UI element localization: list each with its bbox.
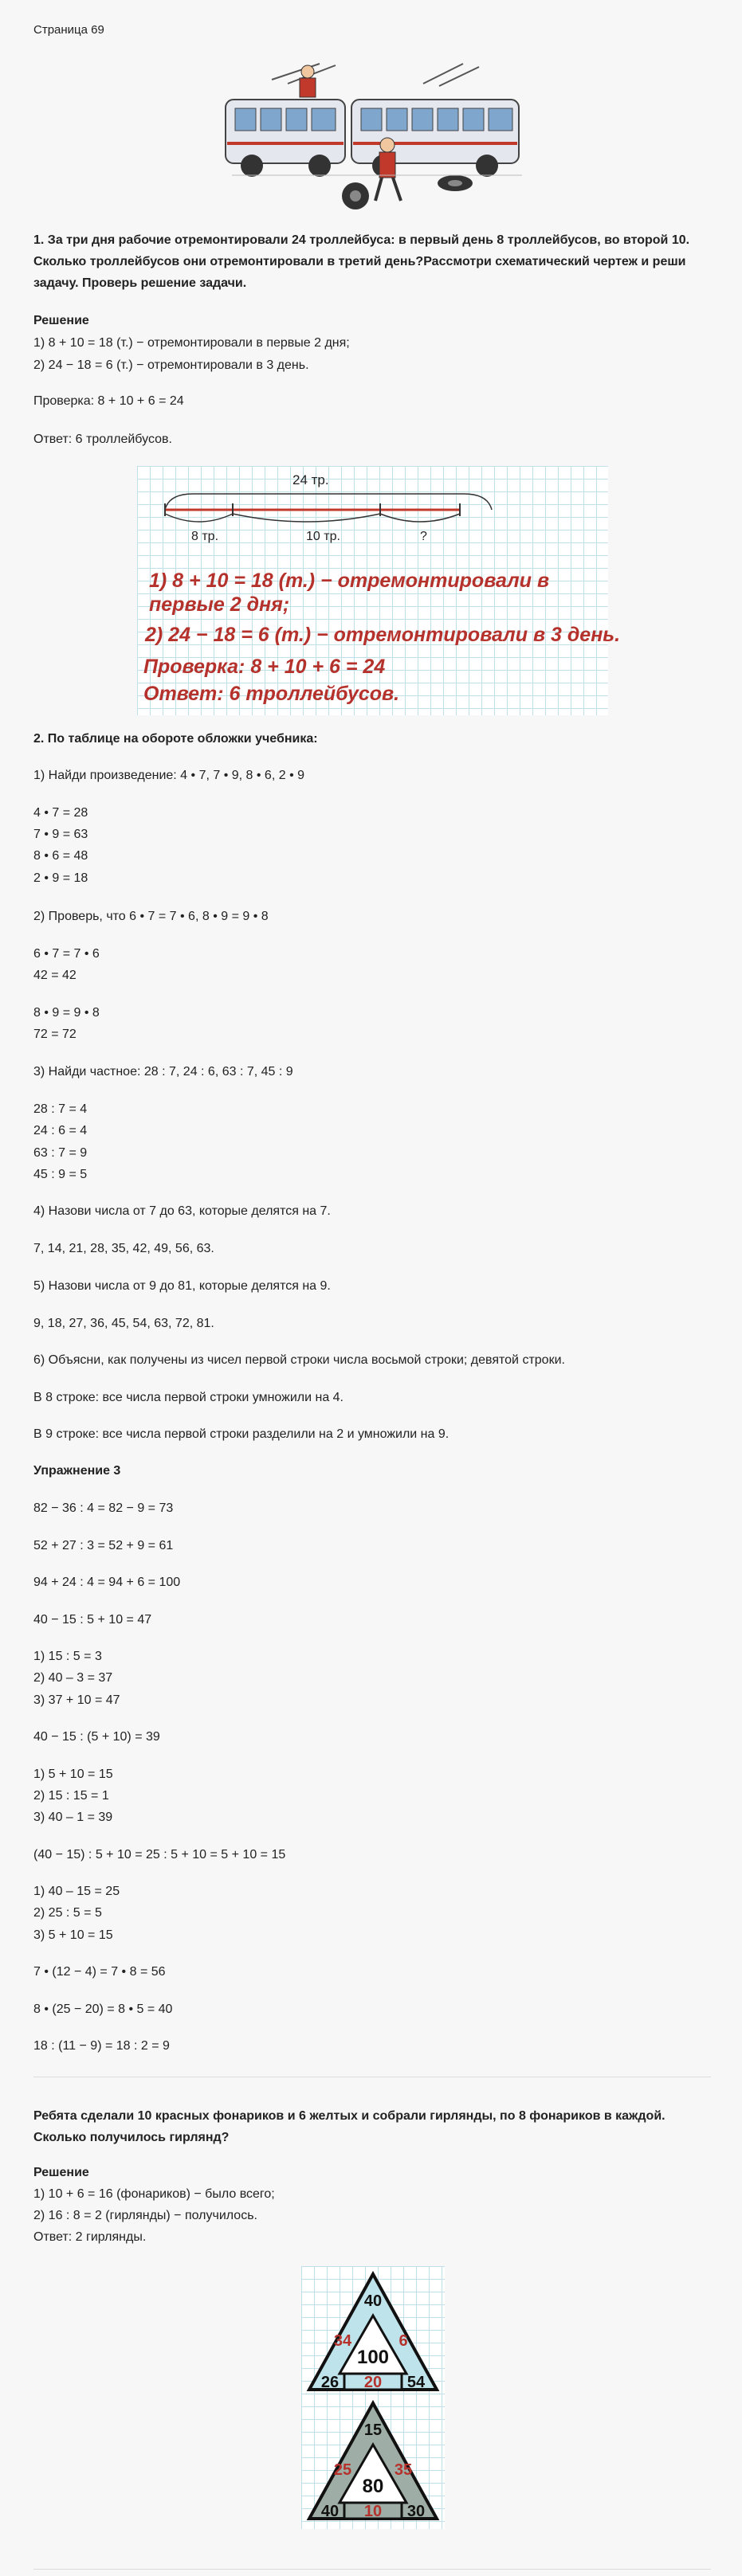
task1-step1: 1) 8 + 10 = 18 (т.) − отремонтировали в первые 2 дня;	[33, 336, 350, 350]
ex3-step: 2) 25 : 5 = 5	[33, 1906, 102, 1920]
ex3-title: Упражнение 3	[33, 1464, 121, 1478]
ex3-expr1: 82 − 36 : 4 = 82 − 9 = 73	[33, 1501, 174, 1515]
scheme-figure	[137, 466, 621, 715]
tri2-bottom-left: 40	[320, 2503, 340, 2520]
garland-task-text: Ребята сделали 10 красных фонариков и 6 желтых и собрали гирлянды, по 8 фонариков в каждой. Сколько получилось гирлянд?	[33, 2109, 665, 2144]
triangles-diagram	[301, 2266, 445, 2529]
ex3-step: 2) 40 – 3 = 37	[33, 1671, 113, 1685]
hw-line3: 2) 24 − 18 = 6 (т.) − отремонтировали в 3 день.	[145, 624, 621, 646]
task2-a1-line: 8 • 6 = 48	[33, 849, 88, 863]
ex3-step: 1) 15 : 5 = 3	[33, 1650, 102, 1663]
tri2-bottom-mid: 10	[363, 2503, 383, 2520]
tri2-center: 80	[362, 2476, 384, 2497]
task2-a2a-line: 6 • 7 = 7 • 6	[33, 947, 100, 961]
ex3-expr6: (40 − 15) : 5 + 10 = 25 : 5 + 10 = 5 + 10 = 15	[33, 1848, 286, 1862]
tri1-center: 100	[356, 2347, 390, 2368]
scheme-seg3-label: ?	[420, 530, 427, 543]
scheme-total-label: 24 тр.	[292, 472, 329, 487]
ex3-expr3: 94 + 24 : 4 = 94 + 6 = 100	[33, 1576, 181, 1589]
hw-line4: Проверка: 8 + 10 + 6 = 24	[143, 656, 386, 678]
task1-answer: Ответ: 6 троллейбусов.	[33, 433, 172, 446]
ex3-expr2: 52 + 27 : 3 = 52 + 9 = 61	[33, 1539, 174, 1552]
task2-q1: 1) Найди произведение: 4 • 7, 7 • 9, 8 • 6, 2 • 9	[33, 769, 305, 782]
ex3-step: 1) 40 – 15 = 25	[33, 1885, 120, 1898]
ex3-expr4: 40 − 15 : 5 + 10 = 47	[33, 1613, 152, 1627]
ex3-expr5: 40 − 15 : (5 + 10) = 39	[33, 1730, 160, 1744]
task1-solution-title: Решение	[33, 314, 89, 327]
tri1-left: 34	[333, 2332, 352, 2350]
tri2-top: 15	[363, 2421, 383, 2439]
task2-a6a: В 8 строке: все числа первой строки умножили на 4.	[33, 1391, 344, 1404]
task2-q4: 4) Назови числа от 7 до 63, которые делятся на 7.	[33, 1204, 331, 1218]
hw-line1: 1) 8 + 10 = 18 (т.) − отремонтировали в	[149, 570, 550, 592]
task2-a2a-line: 42 = 42	[33, 969, 77, 982]
task1-step2: 2) 24 − 18 = 6 (т.) − отремонтировали в 3 день.	[33, 358, 309, 372]
tri1-right: 6	[398, 2332, 408, 2350]
task2-a3-line: 63 : 7 = 9	[33, 1146, 88, 1160]
garland-answer: Ответ: 2 гирлянды.	[33, 2230, 147, 2244]
task2-q6: 6) Объясни, как получены из чисел первой строки числа восьмой строки; девятой строки.	[33, 1353, 565, 1367]
tri1-top: 40	[363, 2292, 383, 2310]
task2-a3-line: 24 : 6 = 4	[33, 1124, 88, 1137]
task2-a3-line: 45 : 9 = 5	[33, 1168, 88, 1181]
hw-line5: Ответ: 6 троллейбусов.	[143, 683, 400, 705]
task2-a2b-line: 72 = 72	[33, 1028, 77, 1041]
page-header: Страница 69	[33, 23, 104, 37]
task2-a1-line: 7 • 9 = 63	[33, 828, 88, 841]
garland-step2: 2) 16 : 8 = 2 (гирлянды) − получилось.	[33, 2209, 257, 2222]
scheme-seg1-label: 8 тр.	[191, 530, 219, 543]
task2-q5: 5) Назови числа от 9 до 81, которые делятся на 9.	[33, 1279, 331, 1293]
divider	[33, 2569, 711, 2570]
triangle-1	[309, 2274, 437, 2390]
garland-step1: 1) 10 + 6 = 16 (фонариков) − было всего;	[33, 2187, 275, 2201]
task2-a4: 7, 14, 21, 28, 35, 42, 49, 56, 63.	[33, 1242, 214, 1255]
task1-check: Проверка: 8 + 10 + 6 = 24	[33, 394, 184, 408]
scheme-seg2-label: 10 тр.	[306, 530, 340, 543]
trolleybus-illustration	[224, 56, 522, 211]
task2-a2b-line: 8 • 9 = 9 • 8	[33, 1006, 100, 1020]
task2-q3: 3) Найди частное: 28 : 7, 24 : 6, 63 : 7, 45 : 9	[33, 1065, 293, 1079]
task2-q2: 2) Проверь, что 6 • 7 = 7 • 6, 8 • 9 = 9 • 8	[33, 910, 269, 923]
ex3-expr8: 8 • (25 − 20) = 8 • 5 = 40	[33, 2002, 173, 2016]
tri2-right: 35	[394, 2461, 413, 2479]
ex3-expr7: 7 • (12 − 4) = 7 • 8 = 56	[33, 1965, 166, 1979]
ex3-step: 3) 5 + 10 = 15	[33, 1928, 113, 1942]
task1-text: 1. За три дня рабочие отремонтировали 24 троллейбуса: в первый день 8 троллейбусов, во второй 10. Сколько троллейбусов они отремонтировали в третий день?Рассмотри схематический чертеж и реши задачу. Проверь решение задачи.	[33, 233, 690, 290]
tri1-bottom-right: 54	[406, 2374, 426, 2391]
task2-a5: 9, 18, 27, 36, 45, 54, 63, 72, 81.	[33, 1317, 214, 1330]
ex3-step: 2) 15 : 15 = 1	[33, 1789, 109, 1803]
ex3-expr9: 18 : (11 − 9) = 18 : 2 = 9	[33, 2039, 170, 2053]
task2-a1-line: 2 • 9 = 18	[33, 871, 88, 885]
tri2-bottom-right: 30	[406, 2503, 426, 2520]
hw-line2: первые 2 дня;	[149, 593, 290, 616]
task2-a6b: В 9 строке: все числа первой строки разделили на 2 и умножили на 9.	[33, 1427, 450, 1441]
tri1-bottom-left: 26	[320, 2374, 340, 2391]
tri2-left: 25	[333, 2461, 352, 2479]
task2-a1-line: 4 • 7 = 28	[33, 806, 88, 820]
garland-solution-title: Решение	[33, 2166, 89, 2179]
tri1-bottom-mid: 20	[363, 2374, 383, 2391]
triangle-2	[309, 2403, 437, 2519]
task2-title: 2. По таблице на обороте обложки учебника:	[33, 732, 318, 746]
triangles-figure	[301, 2266, 445, 2529]
task2-a3-line: 28 : 7 = 4	[33, 1102, 88, 1116]
ex3-step: 1) 5 + 10 = 15	[33, 1768, 113, 1781]
ex3-step: 3) 40 – 1 = 39	[33, 1811, 113, 1824]
ex3-step: 3) 37 + 10 = 47	[33, 1693, 120, 1707]
